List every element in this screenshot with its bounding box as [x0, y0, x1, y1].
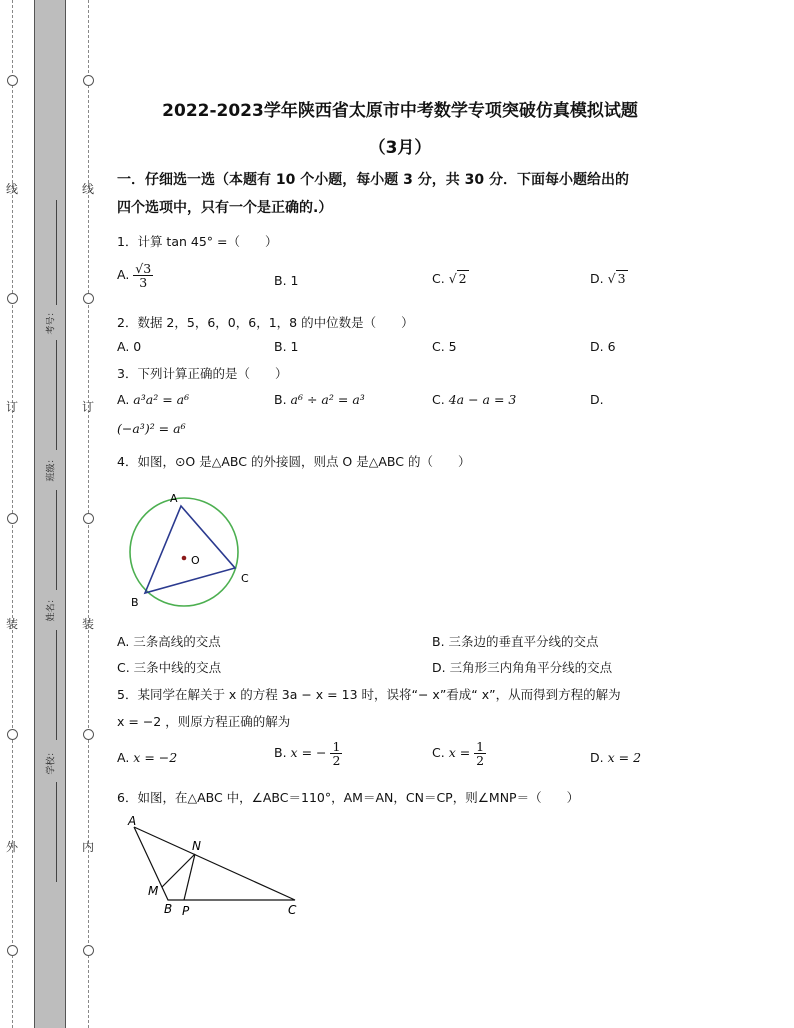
q2-option-d: D. 6 [590, 339, 616, 354]
binding-hole [83, 729, 94, 740]
question-5-stem: 5．某同学在解关于 x 的方程 3a − x = 13 时，误将“− x”看成“ x”，从而得到方程的解为 [117, 687, 621, 702]
segment-np [184, 854, 195, 900]
q5-option-d [590, 750, 641, 765]
binding-hole [83, 75, 94, 86]
binding-hole [83, 293, 94, 304]
option-label: A. [117, 750, 130, 765]
q3-option-d-expression: (−a³)² = a⁶ [117, 421, 186, 436]
vertex-label-c: C [288, 903, 297, 917]
sqrt-radicand: 3 [617, 271, 626, 286]
q5-option-b [274, 740, 342, 767]
margin-char-outer: 订 [6, 400, 19, 414]
question-6-stem: 6．如图，在△ABC 中，∠ABC＝110°，AM＝AN，CN＝CP，则∠MNP＝（ ） [117, 790, 580, 805]
option-label: D. [590, 750, 604, 765]
fraction [474, 740, 486, 767]
math-expression: x = 2 [607, 750, 642, 765]
q1-option-c [432, 271, 469, 286]
q4-option-c: C. 三条中线的交点 [117, 660, 222, 675]
q2-option-c: C. 5 [432, 339, 457, 354]
vertex-label-b: B [164, 902, 173, 916]
option-label: C. [432, 745, 445, 761]
question-5-stem-cont: x = −2 ，则原方程正确的解为 [117, 714, 291, 729]
point-label-p: P [182, 904, 190, 918]
option-label: B. [274, 745, 287, 761]
binding-hole [7, 75, 18, 86]
q2-option-b: B. 1 [274, 339, 299, 354]
vertex-label-a: A [128, 814, 137, 828]
triangle-abc [145, 506, 235, 593]
q3-option-c [432, 392, 516, 407]
fraction [133, 262, 153, 289]
fraction-numerator: 1 [332, 739, 341, 754]
math-expression: a³a² = a⁶ [133, 392, 190, 407]
q4-circumcircle-figure [120, 486, 260, 614]
field-line [56, 490, 57, 590]
field-line [56, 340, 57, 450]
question-1-stem: 1．计算 tan 45° =（ ） [117, 234, 278, 249]
margin-char-inner: 订 [82, 400, 95, 414]
section-heading [117, 166, 677, 222]
vertex-label-a: A [170, 492, 178, 505]
field-label-exam-number: 考号： [46, 307, 57, 335]
question-4-stem: 4．如图，⊙O 是△ABC 的外接圆，则点 O 是△ABC 的（ ） [117, 454, 471, 469]
fraction-denominator: 2 [332, 753, 341, 769]
field-label-school: 学校： [46, 747, 57, 775]
q3-option-a [117, 392, 189, 407]
q6-triangle-figure [118, 810, 308, 920]
binding-hole [7, 293, 18, 304]
fraction-numerator: 1 [476, 739, 485, 754]
math-expression: x = − [290, 745, 327, 761]
q4-option-d: D. 三角形三内角角平分线的交点 [432, 660, 613, 675]
q5-option-c [432, 740, 486, 767]
vertex-label-b: B [131, 596, 139, 609]
binding-hole [83, 945, 94, 956]
q4-option-a: A. 三条高线的交点 [117, 634, 221, 649]
center-point-o [182, 556, 187, 561]
margin-char-inner: 内 [82, 840, 95, 854]
field-label-name: 姓名： [46, 594, 57, 622]
field-line [56, 200, 57, 305]
field-line [56, 630, 57, 740]
page-title: 2022-2023学年陕西省太原市中考数学专项突破仿真模拟试题 [162, 101, 638, 121]
q3-option-b [274, 392, 365, 407]
q1-option-a [117, 262, 153, 289]
binding-hole [7, 513, 18, 524]
option-label: A. [117, 267, 130, 283]
q4-option-b: B. 三条边的垂直平分线的交点 [432, 634, 599, 649]
margin-char-inner: 装 [82, 617, 95, 631]
point-label-n: N [192, 839, 201, 853]
field-label-class: 班级： [46, 454, 57, 482]
math-expression: x = −2 [133, 750, 178, 765]
fraction-numerator: √3 [135, 261, 152, 276]
margin-char-outer: 外 [6, 840, 19, 854]
sqrt-radicand: 2 [458, 271, 467, 286]
margin-char-outer: 装 [6, 617, 19, 631]
math-expression: 4a − a = 3 [448, 392, 517, 407]
binding-strip [34, 0, 66, 1028]
fraction-denominator: 3 [139, 275, 148, 291]
option-label: C. [432, 271, 445, 286]
segment-nm [162, 854, 195, 887]
sqrt-expression: √ 2 [448, 271, 467, 286]
fraction [330, 740, 342, 767]
margin-char-outer: 线 [6, 182, 19, 196]
option-label: C. [432, 392, 445, 407]
q2-option-a: A. 0 [117, 339, 142, 354]
binding-hole [83, 513, 94, 524]
q3-option-d-label: D. [590, 392, 604, 407]
field-line [56, 782, 57, 882]
binding-hole [7, 945, 18, 956]
margin-char-inner: 线 [82, 182, 95, 196]
q1-option-b: B. 1 [274, 273, 299, 288]
page-subtitle: （3月） [368, 138, 432, 158]
math-expression: x = [448, 745, 471, 761]
center-label-o: O [191, 554, 200, 567]
vertex-label-c: C [241, 572, 249, 585]
sqrt-expression: √ 3 [607, 271, 626, 286]
fraction-denominator: 2 [476, 753, 485, 769]
q5-option-a [117, 750, 177, 765]
point-label-m: M [148, 884, 159, 898]
q1-option-d [590, 271, 628, 286]
question-3-stem: 3．下列计算正确的是（ ） [117, 366, 288, 381]
option-label: A. [117, 392, 130, 407]
section-heading-line: 一．仔细选一选（本题有 10 个小题，每小题 3 分，共 30 分．下面每小题给出的 [117, 172, 629, 188]
question-2-stem: 2．数据 2，5，6，0，6，1，8 的中位数是（ ） [117, 315, 414, 330]
binding-hole [7, 729, 18, 740]
option-label: B. [274, 392, 287, 407]
math-expression: a⁶ ÷ a² = a³ [290, 392, 365, 407]
section-heading-line: 四个选项中，只有一个是正确的.） [117, 200, 333, 216]
option-label: D. [590, 271, 604, 286]
